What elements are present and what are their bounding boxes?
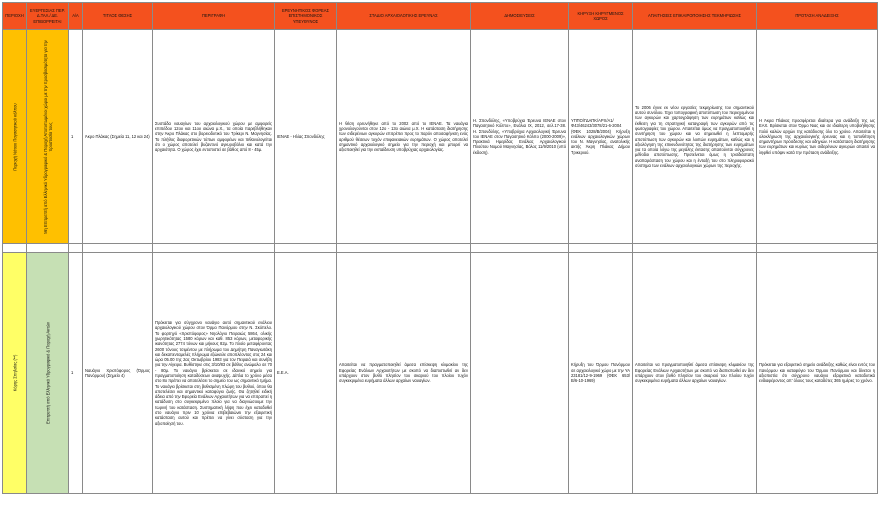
header-proposal: ΠΡΟΤΑΣΗ ΑΝΑΔΕΙΞΗΣ bbox=[757, 3, 878, 30]
sea-area-cell bbox=[27, 253, 69, 494]
sea-area-label: Μη Επιτρεπτή από Ελληνικό Υδρογραφικό & Παροχή Αποτυπωμένοι χώροι με την προσβασιμότητα για την προστασία τους bbox=[42, 39, 53, 234]
region-label: Περιοχή Νότιου Παγασητικού κόλπου bbox=[11, 102, 17, 171]
site-publications: Η. Σπονδύλης, «Υποβρύχια Έρευνα ΙΕΝΑΕ στον Παγασητικό Κόλπο», Ενάλια ΙΧ, 2012, σελ.17-38. Η. Σπονδύλης, «Υποβρύχια Αρχαιολογική Έρευνα του ΙΕΝΑΕ στον Παγασητικό Κόλπο (2000-2009)», Πρακτικά Ημερίδας Ενάλιας Αρχαιολογικού Πλούτου Νομού Μαγνησίας, Βόλος 11/9/2010 (υπό έκδοση). bbox=[471, 30, 569, 244]
site-description: Πρόκειται για σύγχρονο ναυάγιο αυτό σημαντικού ενάλιου αρχαιολογικού χώρου στον Όρμο Πανόρμου στην Ν. Σκόπελο. Το φορτηγό «Χριστόφορος» Νηολόγιο Πειραιώς 5864, ολικής χωρητικότητας 1580 κόρων και καθ. 853 κόρων, μεταφορικής ικανότητας 2774 τόνων και μήκους 82μ. Το πλοίο μεταφέροντας 2600 τόνους τσιμέντου με πλήρωμα του Δημήτρη Παναγιωτάκη και δεκαπενταμελές πλήρωμα εξώκειλε αποπλέοντας στις 24 και ώρα 05.00 της 2ας Οκτωβρίου 1983 για τον Πειραιά και συνέβη για την Αίγειρα. Βυθίστηκε στις 3/10/83 σε βάθος ανώμαλο σε 70 - 80μ. Το ναυάγιο βρίσκεται σε ιδανικό σημείο για πραγματοποίηση καταδύσεων αναψυχής. Δίπλα το χρόνο μέσα στο 8ο πρέπει να αποτελέσει το σημείο του ως σημαντικό τμήμα. Το ναυάγιο βρίσκεται στη βυθισμένη πλώρη του βυθού, όπου θα αποτελέσει και σημαντικό καταφύγιο ζωής. Θα ζητηθεί ειδική άδεια από την Εφορεία Ενάλιων Αρχαιοτήτων για να επιτραπεί η κατάδυση στο συγκεκριμένο πλοίο για να διαγνώσουμε την τωρινή του κατάσταση. Συστηματική λήψη που έχει καταδυθεί στο ναυάγιο πριν 10 χρόνια επιβεβαιώνει την εξαιρετική κατάσταση αυτού και πρέπει να γίνει σύσταση για την αξιοποίησή του. bbox=[153, 253, 275, 494]
row-number: 1 bbox=[69, 30, 83, 244]
document-table bbox=[2, 2, 878, 494]
header-agency: ΕΡΕΥΝΗΤΙΚΟΣ ΦΟΡΕΑΣ ΕΠΙΣΤΗΜΟΝΙΚΟΣ ΥΠΕΥΘΥΝΟΣ bbox=[275, 3, 337, 30]
sea-area-cell bbox=[27, 30, 69, 244]
site-stage: Απαιτείται να πραγματοποιηθεί άμεσα επίσκεψη κλιμακίου της Εφορείας Ενάλιων Αρχαιοτήτων με σκοπό να διαπιστωθεί αν δεν υπάρχουν στον βυθό πλησίον του σκαριού του πλοίου τυχόν συγκεκριμένα ευρήματα άλλων αρχαίων ναυαγίων. bbox=[337, 253, 471, 494]
site-declaration: ΥΠΠΟ/ΓΔΑΠΚ/ΑΡΧ/Α1/Φ43/46243/3078/21-6-2004 (ΦΕΚ 1028/Β/2004) Κήρυξη ενάλιων αρχαιολογικών χώρων του Ν. Μαγνησίας, ανατολικής ακτής Άκρη Πλάκας Δήμου Τρικεριού. bbox=[569, 30, 633, 244]
header-declaration: ΚΗΡΥΞΗ ΚΗΡΥΓΜΕΝΟΣ ΧΩΡΟΣ bbox=[569, 3, 633, 30]
site-proposal: Η Άκρα Πλάκας προσφέρεται ιδιαίτερα για ανάδειξη της ως ΕΑΧ. Βρίσκεται στον Όρμο Νιας και σε ιδιαίτερη υποβοήθησης πολύ καλών αρχών της κατάδυσης όλο το χρόνο. Απαιτείται η ολοκλήρωση της αρχαιολογικής έρευνας και η τοποθέτηση σημαντήρων πρόσδεσης και οδηγιών. Η κατάσταση διατήρησης των ευρημάτων και κυρίως των σιδερένιων αγκυρών απαιτεί να ληφθεί υπόψιν κατά την πρόταση ανάδειξης. bbox=[757, 30, 878, 244]
header-number: Α/Α bbox=[69, 3, 83, 30]
site-proposal: Πρόκειται για εξαιρετικό σημείο ανάδειξης καθώς είναι εντός του πανόρμου και καταφύγιο του Όρμου Πανόρμου και δίνεται η αξιοπιστία ότι σύγχρονο ναυάγιο εξαιρετικά καταδυτικά ενδιαφέροντος απ' όλους τους καταδύτες 365 ημέρες το χρόνο. bbox=[757, 253, 878, 494]
site-agency: ΙΕΝΑΕ - Ηλίας Σπονδύλης bbox=[275, 30, 337, 244]
region-cell bbox=[3, 30, 27, 244]
table-row bbox=[3, 253, 878, 494]
row-spacer bbox=[3, 244, 878, 253]
table-row bbox=[3, 30, 878, 244]
header-sea-area: ΕΥΕΡΓΕΣΙΑΣ ΠΕΡ. Δ.ΤΑΛ./ ΔΕ. ΕΠΙΒΟΡΡΕΙΤΑΙ bbox=[27, 3, 69, 30]
site-requirements: Το 2006 έγινε εκ νέου εργασίες τεκμηρίωσης του σημαντικού αυτού συνόλου. Έχει τοπογραφική αποτύπωση του περιεχομένου των αγκυρών και χαρτογράφηση των ευρημάτων καθώς και έκθεση για τη στρατηγική καταγραφή των αγκυρών από τις φωτογραφίες του χώρου. Απαιτείται όμως να πραγματοποιηθεί η συντήρηση του χώρου και να σημειωθεί η λεπτομερής αποτύπωση των αγκυρών και λοιπών ευρημάτων, καθώς και η αξιολόγηση της επικινδυνότητας της διατήρησης των ευρημάτων για τα οποία λόγω της μεγάλης έκτασης απαιτούνται σύγχρονες μέθοδοι αποτύπωσης. Προτείνεται όμως η τρισδιάστατη αναπαράσταση του χώρου και η ένταξή του στο πληροφοριακό σύστημα των ενάλιων αρχαιολογικών χώρων της περιοχής. bbox=[633, 30, 757, 244]
site-title: Ναυάγιο Χριστόφορος (Όρμος Πανόρμου) (Σημείο 4) bbox=[83, 253, 153, 494]
site-description: Συστάδα ναυαγίων του αρχαιολογικού χώρου με αμφορείς επιπέδου 12ου και 11ου αιώνα μ.Χ., τα οποία παρεβλήθηκαν στην Άκρο Πλάκας στο βορειοδυτικό του Τρίκερι Ν. Μαγνησίας. Το πλήθος διαφορετικών τύπων αμφορέων και πιθανολογείται ότι ο χώρος αποτελεί βυζαντινό αγκυροβόλιο και κατά την αρχαιότητα. Ο χώρος έχει εντοπιστεί σε βάθος από 8 - 45μ. bbox=[153, 30, 275, 244]
site-agency: Ε.Ε.Α. bbox=[275, 253, 337, 494]
header-row bbox=[3, 3, 878, 30]
site-requirements: Απαιτείται να πραγματοποιηθεί άμεσα επίσκεψη κλιμακίου της Εφορείας Ενάλιων Αρχαιοτήτων με σκοπό να διαπιστωθεί αν δεν υπάρχουν στον βυθό πλησίον του σκαριού του πλοίου τυχόν συγκεκριμένα ευρήματα άλλων αρχαίων ναυαγίων. bbox=[633, 253, 757, 494]
row-number: 1 bbox=[69, 253, 83, 494]
site-declaration: Κήρυξη του Όρμου Πανόρμου σε αρχαιολογικό χώρο με την ΥΑ 23181/12-9-1969 (ΦΕΚ 653/Β/6-10-1969) bbox=[569, 253, 633, 494]
header-publications: ΔΗΜΟΣΙΕΥΣΕΙΣ bbox=[471, 3, 569, 30]
site-stage: Η θέση ερευνήθηκε από το 2002 από το ΙΕΝΑΕ. Τα ναυάγια χρονολογούνται στον 12ο - 13ο αιώνα μ.Χ. Η κατάσταση διατήρησης των σιδερένιων αγκυρών επιτρέπει προς το παρόν αποσαφήνιση ενός αριθμού θέσεων τυχόν επιφανειακών ευρημάτων. Ο χώρος αποτελεί σημαντικό αρχαιολογικό σημείο για την περιοχή και μπορεί να αξιοποιηθεί για την εκπαίδευση υποβρύχιας αρχαιολογίας. bbox=[337, 30, 471, 244]
header-title: ΤΙΤΛΟΣ ΘΕΣΗΣ bbox=[83, 3, 153, 30]
site-title: Άκρο Πλάκας (Σημεία 11, 12 και 24) bbox=[83, 30, 153, 244]
header-description: ΠΕΡΙΓΡΑΦΗ bbox=[153, 3, 275, 30]
header-region: ΠΕΡΙΟΧΗ bbox=[3, 3, 27, 30]
header-requirements: ΑΠΑΙΤΗΣΕΙΣ ΕΠΙΚΑΙΡΟΠΟΙΗΣΗΣ ΤΕΚΜΗΡΙΩΣΗΣ bbox=[633, 3, 757, 30]
sea-area-label: Επιτρεπτή από Ελληνικό Υδρογραφικό & Παροχή Ακτών bbox=[44, 321, 50, 425]
header-stage: ΣΤΑΔΙΟ ΑΡΧΑΙΟΛΟΓΙΚΗΣ ΕΡΕΥΝΑΣ bbox=[337, 3, 471, 30]
region-label: Κόρης Σπηλαίας (**) bbox=[11, 354, 17, 392]
region-cell bbox=[3, 253, 27, 494]
site-publications bbox=[471, 253, 569, 494]
